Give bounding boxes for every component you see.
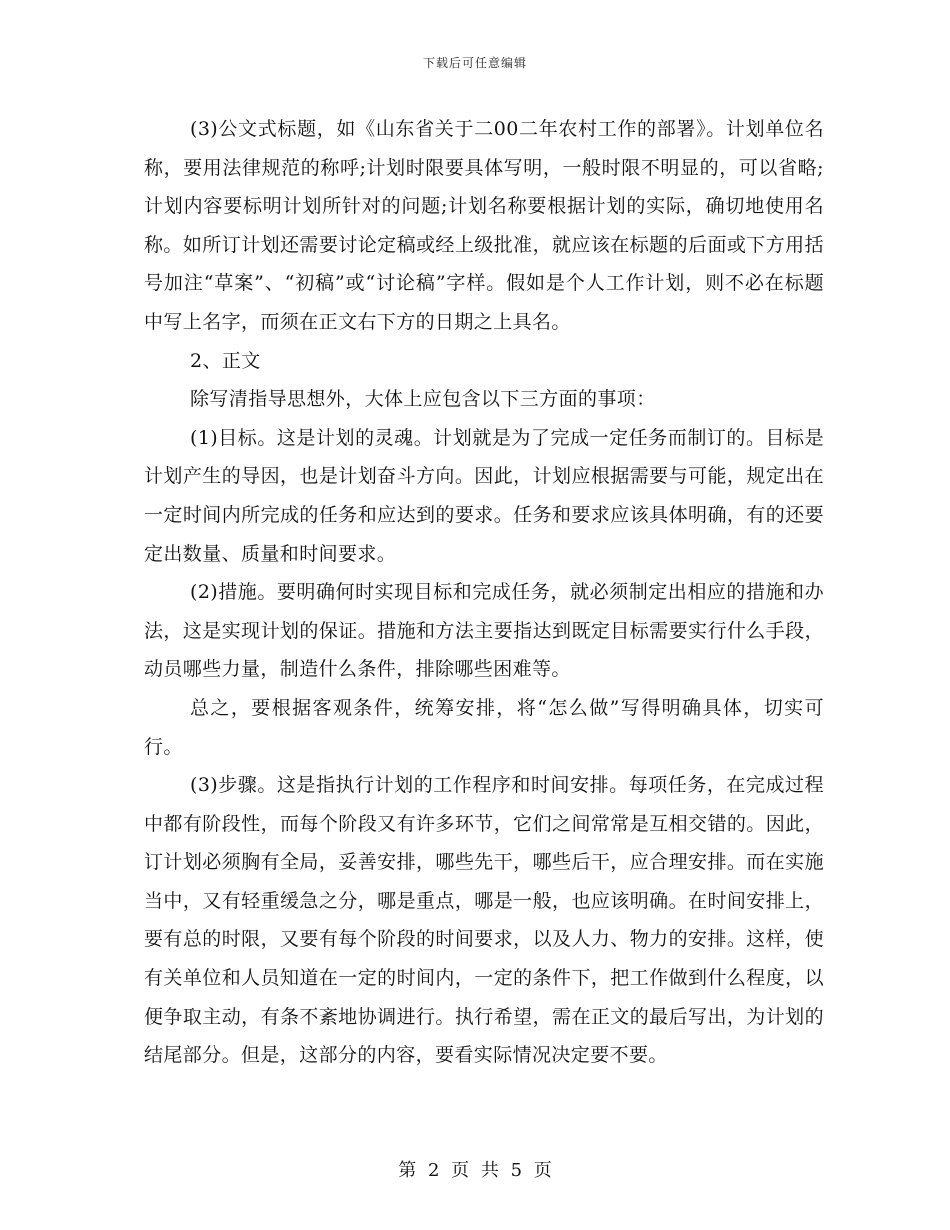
page-number-footer: 第 2 页 共 5 页 xyxy=(398,1160,552,1181)
paragraph-goals: (1)目标。这是计划的灵魂。计划就是为了完成一定任务而制订的。目标是计划产生的导因，也是计划奋斗方向。因此，计划应根据需要与可能，规定出在一定时间内所完成的任务和应达到的要求。任务和要求应该具体明确，有的还要定出数量、质量和时间要求。 xyxy=(144,426,824,565)
paragraph-intro: 除写清指导思想外，大体上应包含以下三方面的事项： xyxy=(190,388,656,411)
paragraph-steps: (3)步骤。这是指执行计划的工作程序和时间安排。每项任务，在完成过程中都有阶段性，而每个阶段又有许多环节，它们之间常常是互相交错的。因此，订计划必须胸有全局，妥善安排，哪些先干，哪些后干，应合理安排。而在实施当中，又有轻重缓急之分，哪是重点，哪是一般，也应该明确。在时间安排上，要有总的时限，又要有每个阶段的时间要求，以及人力、物力的安排。这样，使有关单位和人员知道在一定的时间内，一定的条件下，把工作做到什么程度，以便争取主动，有条不紊地协调进行。执行希望，需在正文的最后写出，为计划的结尾部分。但是，这部分的内容，要看实际情况决定要不要。 xyxy=(144,774,824,1067)
paragraph-official-title: (3)公文式标题，如《山东省关于二00二年农村工作的部署》。计划单位名称，要用法律规范的称呼;计划时限要具体写明，一般时限不明显的，可以省略;计划内容要标明计划所针对的问题;计划名称要根据计划的实际，确切地使用名称。如所订计划还需要讨论定稿或经上级批准，就应该在标题的后面或下方用括号加注“草案”、“初稿”或“讨论稿”字样。假如是个人工作计划，则不必在标题中写上名字，而须在正文右下方的日期之上具名。 xyxy=(144,118,824,333)
paragraph-summary: 总之，要根据客观条件，统筹安排，将“怎么做”写得明确具体，切实可行。 xyxy=(144,696,824,758)
page-header: 下载后可任意编辑 xyxy=(422,56,527,70)
paragraph-measures: (2)措施。要明确何时实现目标和完成任务，就必须制定出相应的措施和办法，这是实现计划的保证。措施和方法主要指达到既定目标需要实行什么手段，动员哪些力量，制造什么条件，排除哪些困难等。 xyxy=(144,581,824,681)
document-body xyxy=(144,110,824,1075)
section-heading-main-text: 2、正文 xyxy=(190,349,261,372)
